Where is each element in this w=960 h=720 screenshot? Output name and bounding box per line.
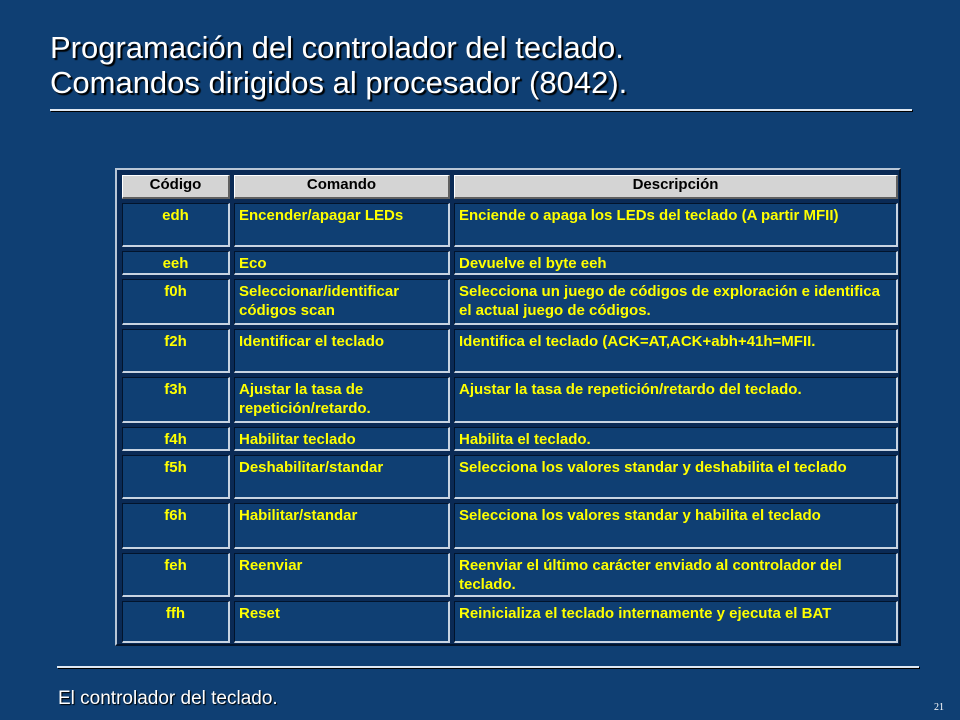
table-cell-code: f3h — [122, 377, 230, 423]
table-cell-code: edh — [122, 203, 230, 247]
title-divider — [50, 109, 912, 111]
table-cell-command: Deshabilitar/standar — [234, 455, 450, 499]
table-cell-command: Identificar el teclado — [234, 329, 450, 373]
header-descripcion: Descripción — [454, 175, 898, 199]
table-cell-description: Selecciona un juego de códigos de exploración e identifica el actual juego de códigos. — [454, 279, 898, 325]
title-line-1: Programación del controlador del teclado. — [50, 30, 624, 65]
table-cell-description: Reinicializa el teclado internamente y ejecuta el BAT — [454, 601, 898, 643]
table-cell-command: Habilitar/standar — [234, 503, 450, 549]
table-cell-command: Habilitar teclado — [234, 427, 450, 451]
footer-text: El controlador del teclado. — [58, 688, 278, 709]
table-cell-code: f2h — [122, 329, 230, 373]
footer-divider — [57, 666, 919, 668]
table-cell-command: Reenviar — [234, 553, 450, 597]
table-cell-command: Reset — [234, 601, 450, 643]
page-number: 21 — [934, 702, 944, 713]
table-cell-description: Habilita el teclado. — [454, 427, 898, 451]
table-cell-command: Encender/apagar LEDs — [234, 203, 450, 247]
table-cell-command: Ajustar la tasa de repetición/retardo. — [234, 377, 450, 423]
table-cell-description: Selecciona los valores standar y deshabilita el teclado — [454, 455, 898, 499]
table-cell-description: Enciende o apaga los LEDs del teclado (A partir MFII) — [454, 203, 898, 247]
table-cell-description: Identifica el teclado (ACK=AT,ACK+abh+41h=MFII. — [454, 329, 898, 373]
table-cell-description: Ajustar la tasa de repetición/retardo del teclado. — [454, 377, 898, 423]
title-line-2: Comandos dirigidos al procesador (8042). — [50, 65, 628, 100]
table-cell-code: f5h — [122, 455, 230, 499]
header-comando: Comando — [234, 175, 450, 199]
commands-table — [115, 168, 901, 646]
table-cell-code: feh — [122, 553, 230, 597]
table-cell-command: Eco — [234, 251, 450, 275]
table-cell-code: eeh — [122, 251, 230, 275]
table-cell-code: f4h — [122, 427, 230, 451]
table-cell-code: f6h — [122, 503, 230, 549]
table-cell-command: Seleccionar/identificar códigos scan — [234, 279, 450, 325]
table-cell-description: Selecciona los valores standar y habilita el teclado — [454, 503, 898, 549]
table-cell-code: f0h — [122, 279, 230, 325]
table-cell-description: Devuelve el byte eeh — [454, 251, 898, 275]
slide-title — [50, 30, 920, 100]
header-codigo: Código — [122, 175, 230, 199]
table-cell-code: ffh — [122, 601, 230, 643]
table-cell-description: Reenviar el último carácter enviado al controlador del teclado. — [454, 553, 898, 597]
